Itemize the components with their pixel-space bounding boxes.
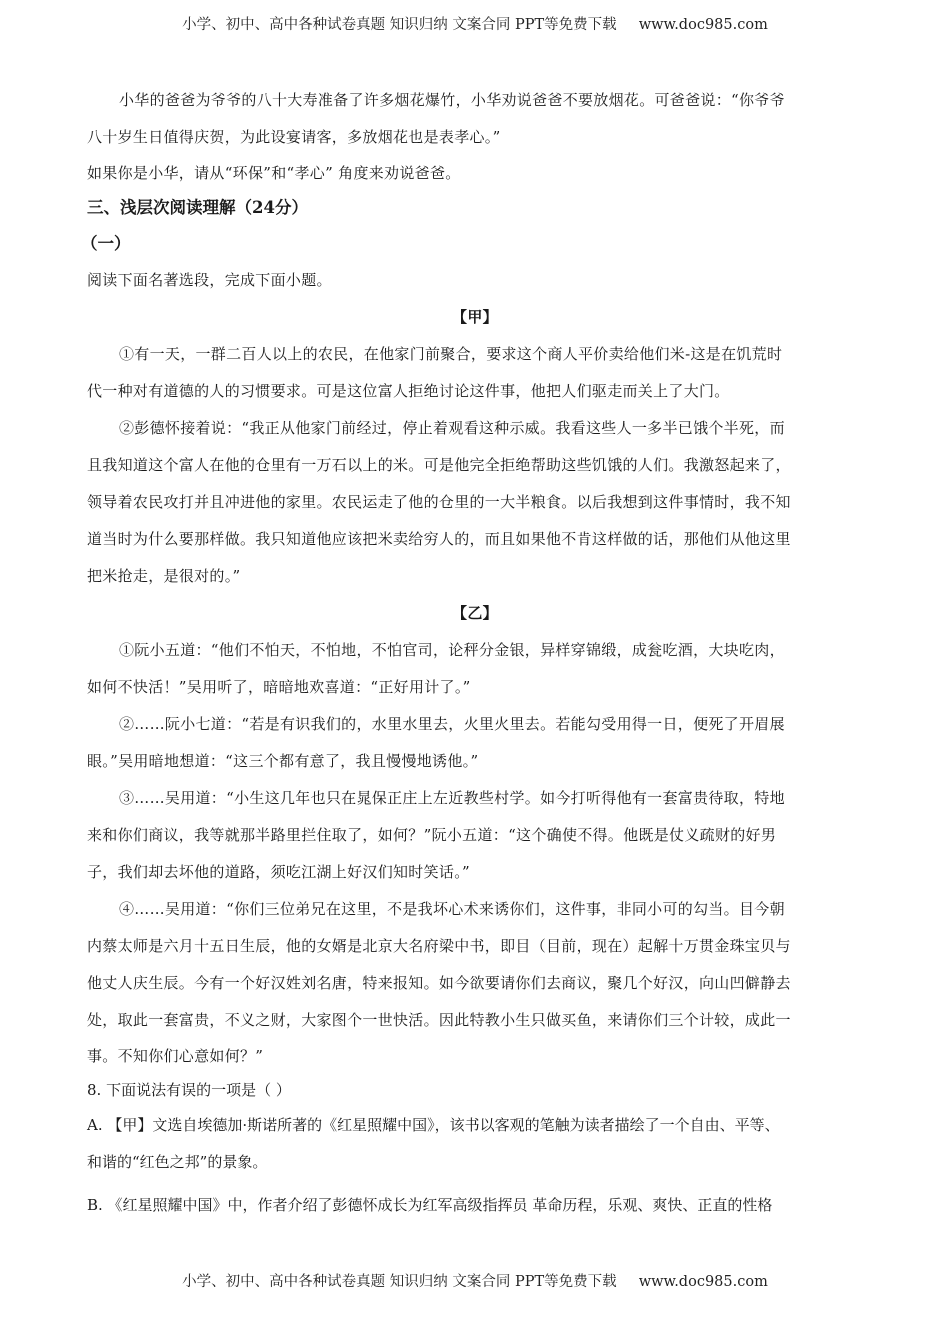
passage-yi-line: 来和你们商议，我等就那半路里拦住取了，如何？”阮小五道：“这个确使不得。他既是仗义疏财的好男 bbox=[87, 826, 777, 844]
passage-jia-line: ②彭德怀接着说：“我正从他家门前经过，停止着观看这种示威。我看这些人一多半已饿个半死，而 bbox=[119, 419, 785, 437]
passage-yi-label: 【乙】 bbox=[452, 604, 498, 622]
intro-line: 小华的爸爸为爷爷的八十大寿准备了许多烟花爆竹，小华劝说爸爸不要放烟花。可爸爸说：“你爷爷 bbox=[119, 91, 785, 109]
section-instruction: 阅读下面名著选段，完成下面小题。 bbox=[87, 271, 332, 289]
passage-yi-line: ②……阮小七道：“若是有识我们的，水里水里去，火里火里去。若能勾受用得一日，便死了开眉展 bbox=[119, 715, 785, 733]
passage-yi-line: 如何不快活！”吴用听了，暗暗地欢喜道：“正好用计了。” bbox=[87, 678, 471, 696]
passage-jia-line: 把米抢走，是很对的。” bbox=[87, 567, 241, 585]
option-b-line: B. 《红星照耀中国》中，作者介绍了彭德怀成长为红军高级指挥员 革命历程，乐观、爽快、正直的性格 bbox=[87, 1196, 773, 1214]
passage-yi-line: ④……吴用道：“你们三位弟兄在这里，不是我坏心术来诱你们，这件事，非同小可的勾当。目今朝 bbox=[119, 900, 785, 918]
passage-yi-line: ①阮小五道：“他们不怕天，不怕地，不怕官司，论秤分金银，异样穿锦缎，成瓮吃酒，大块吃肉， bbox=[119, 641, 785, 659]
option-a-line: 和谐的“红色之邦”的景象。 bbox=[87, 1153, 268, 1171]
question-stem: 8. 下面说法有误的一项是（ ） bbox=[87, 1081, 291, 1099]
intro-prompt: 如果你是小华，请从“环保”和“孝心” 角度来劝说爸爸。 bbox=[87, 164, 461, 182]
section-sub: （一） bbox=[81, 234, 131, 253]
passage-yi-line: 处，取此一套富贵，不义之财，大家图个一世快活。因此特教小生只做买鱼，来请你们三个计较，成此一 bbox=[87, 1011, 791, 1029]
passage-jia-line: 且我知道这个富人在他的仓里有一万石以上的米。可是他完全拒绝帮助这些饥饿的人们。我激怒起来了， bbox=[87, 456, 791, 474]
page-header bbox=[0, 13, 950, 34]
footer-url[interactable]: www.doc985.com bbox=[638, 1274, 768, 1290]
passage-jia-label: 【甲】 bbox=[452, 308, 498, 326]
passage-yi-line: 事。不知你们心意如何？” bbox=[87, 1047, 264, 1065]
passage-jia-line: ①有一天，一群二百人以上的农民，在他家门前聚合，要求这个商人平价卖给他们米-这是在饥荒时 bbox=[119, 345, 783, 363]
option-a-line: A. 【甲】文选自埃德加·斯诺所著的《红星照耀中国》，该书以客观的笔触为读者描绘了一个自由、平等、 bbox=[87, 1116, 780, 1134]
passage-yi-line: 子，我们却去坏他的道路，须吃江湖上好汉们知时笑话。” bbox=[87, 863, 470, 881]
passage-yi-line: ③……吴用道：“小生这几年也只在晁保正庄上左近教些村学。如今打听得他有一套富贵待取，特地 bbox=[119, 789, 785, 807]
header-url[interactable]: www.doc985.com bbox=[638, 17, 768, 33]
passage-yi-line: 眼。”吴用暗地想道：“这三个都有意了，我且慢慢地诱他。” bbox=[87, 752, 479, 770]
passage-yi-line: 内蔡太师是六月十五日生辰，他的女婿是北京大名府梁中书，即目（目前，现在）起解十万贯金珠宝贝与 bbox=[87, 937, 791, 955]
footer-text: 小学、初中、高中各种试卷真题 知识归纳 文案合同 PPT等免费下载 bbox=[182, 1274, 617, 1290]
header-text: 小学、初中、高中各种试卷真题 知识归纳 文案合同 PPT等免费下载 bbox=[182, 17, 617, 33]
section-title: 三、浅层次阅读理解（24分） bbox=[87, 198, 308, 217]
intro-line: 八十岁生日值得庆贺，为此设宴请客，多放烟花也是表孝心。” bbox=[87, 128, 501, 146]
document-body bbox=[81, 82, 863, 1224]
passage-jia-line: 道当时为什么要那样做。我只知道他应该把米卖给穷人的，而且如果他不肯这样做的话，那他们从他这里 bbox=[87, 530, 791, 548]
passage-jia-line: 代一种对有道德的人的习惯要求。可是这位富人拒绝讨论这件事，他把人们驱走而关上了大门。 bbox=[87, 382, 730, 400]
page-footer bbox=[0, 1270, 950, 1291]
passage-yi-line: 他丈人庆生辰。今有一个好汉姓刘名唐，特来报知。如今欲要请你们去商议，聚几个好汉，向山凹僻静去 bbox=[87, 974, 791, 992]
passage-jia-line: 领导着农民攻打并且冲进他的家里。农民运走了他的仓里的一大半粮食。以后我想到这件事情时，我不知 bbox=[87, 493, 791, 511]
